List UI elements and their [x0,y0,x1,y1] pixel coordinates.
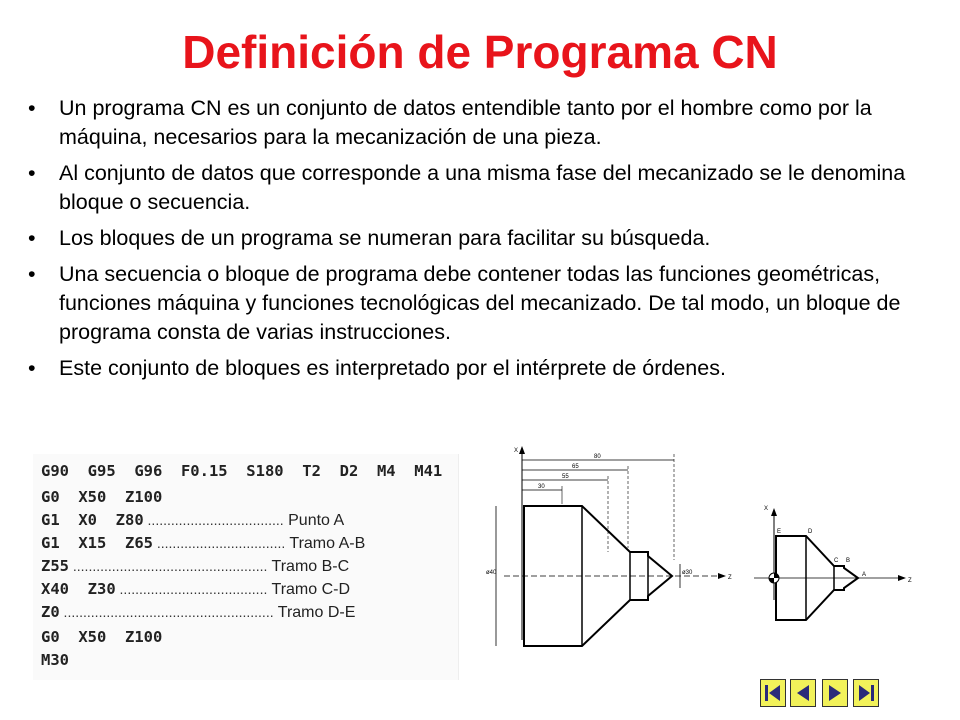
program-label: Tramo D-E [273,604,356,621]
dimensioned-part-drawing [496,446,726,646]
x-axis-arrow [519,446,525,454]
program-line [41,578,350,600]
program-code: G1 X15 Z65 [41,534,153,552]
bullet-marker: • [28,161,36,185]
dim-label-30: 30 [538,484,545,490]
bullet-list [24,94,934,390]
bullet-marker: • [28,96,36,120]
point-e-label: E [777,529,782,535]
part-drawing [484,440,912,662]
bullet-item [24,94,934,152]
point-b-label: B [846,558,851,564]
program-label: Tramo C-D [267,581,351,598]
bullet-item [24,224,934,253]
dim-label-80: 80 [594,454,601,460]
program-dots: ................................. [152,535,286,551]
bullet-text: Al conjunto de datos que corresponde a una misma fase del mecanizado se le denomina bloque o secuencia. [59,161,906,214]
bullet-text: Un programa CN es un conjunto de datos entendible tanto por el hombre como por la máquina, necesarios para la mecanización de una pieza. [59,96,872,149]
point-d-label: D [808,529,813,535]
last-slide-button[interactable] [853,679,879,707]
bullet-text: Una secuencia o bloque de programa debe contener todas las funciones geométricas, funciones máquina y funciones tecnológicas del mecanizado. De tal modo, un bloque de programa consta de varias instrucciones. [59,262,901,344]
bullet-item [24,159,934,217]
dim-label-65: 65 [572,464,579,470]
program-line [41,460,442,482]
program-line [41,486,162,508]
program-code: M30 [41,651,69,669]
bullet-marker: • [28,356,36,380]
program-line [41,555,349,577]
origin-marker-fill [769,578,774,583]
program-label: Tramo A-B [285,535,366,552]
z-axis-label-2: Z [908,578,912,584]
program-code: G1 X0 Z80 [41,511,144,529]
program-code: X40 Z30 [41,580,116,598]
point-a-label: A [862,572,867,578]
program-line [41,649,69,671]
previous-slide-icon [791,680,815,706]
program-code: Z0 [41,603,60,621]
cnc-program-listing [33,454,459,680]
program-dots: ...................................... [115,581,268,597]
bullet-item [24,260,934,347]
z-axis-arrow-2 [898,575,906,581]
bullet-item [24,354,934,383]
program-dots: .................................................. [69,558,268,574]
dia-label-40: ø40 [486,570,497,576]
first-slide-icon [761,680,785,706]
dimension-labels [486,448,732,581]
program-code: G90 G95 G96 F0.15 S180 T2 D2 M4 M41 [41,462,443,480]
origin-marker-fill [774,573,779,578]
points-part-drawing [754,508,906,620]
program-label: Tramo B-C [267,558,350,575]
dim-label-55: 55 [562,474,569,480]
program-dots: ...................................................... [59,604,274,620]
dia-label-30: ø30 [682,570,693,576]
first-slide-button[interactable] [760,679,786,707]
z-axis-label: Z [728,575,732,581]
previous-slide-button[interactable] [790,679,816,707]
x-axis-label: X [514,448,519,454]
next-slide-icon [823,680,847,706]
program-code: G0 X50 Z100 [41,488,163,506]
next-slide-button[interactable] [822,679,848,707]
slide-title: Definición de Programa CN [182,26,778,78]
bullet-text: Los bloques de un programa se numeran para facilitar su búsqueda. [59,226,711,250]
point-labels [764,506,912,584]
bullet-marker: • [28,226,36,250]
program-code: G0 X50 Z100 [41,628,163,646]
program-label: Punto A [283,512,345,529]
last-slide-icon [854,680,878,706]
lathe-part-diagram [484,440,912,662]
point-c-label: C [834,558,839,564]
x-axis-arrow-2 [771,508,777,516]
program-code: Z55 [41,557,69,575]
bullet-marker: • [28,262,36,286]
program-line [41,601,355,623]
bullet-text: Este conjunto de bloques es interpretado por el intérprete de órdenes. [59,356,726,380]
program-line [41,626,162,648]
program-dots: ................................... [143,512,284,528]
program-line [41,509,344,531]
x-axis-label-2: X [764,506,769,512]
z-axis-arrow [718,573,726,579]
program-line [41,532,365,554]
